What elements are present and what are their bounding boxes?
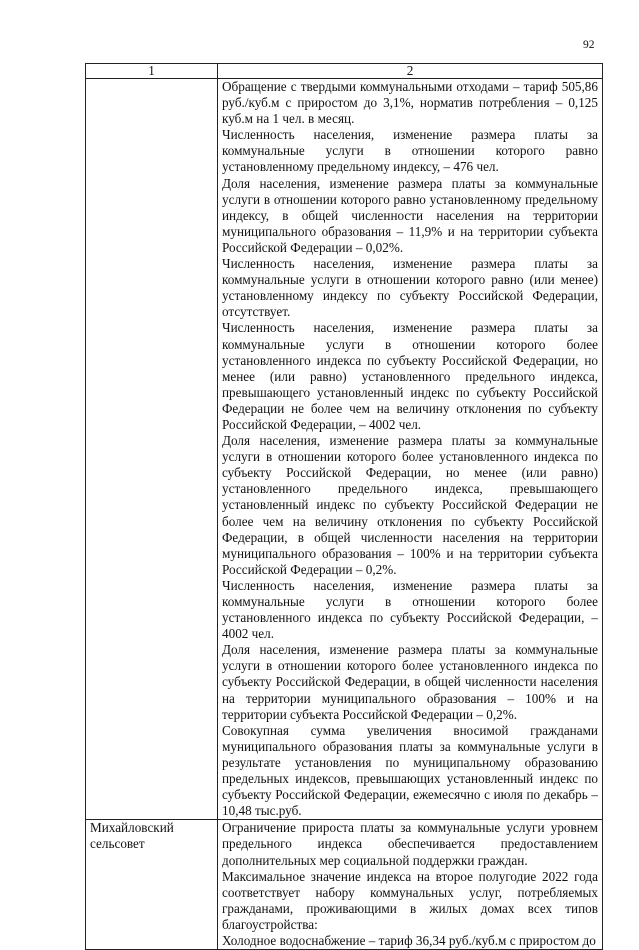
municipality-cell — [86, 820, 218, 950]
table-row — [86, 820, 603, 950]
paragraph: Численность населения, изменение размера платы за коммунальные услуги в отношении которого более установленного индекса по субъекту Российской Федерации, – 4002 чел. — [222, 577, 598, 642]
municipality-name-line: Михайловский — [90, 820, 174, 836]
paragraph: Доля населения, изменение размера платы за коммунальные услуги в отношении которого равно установленному предельному индексу, в общей численности населения на территории муниципального образования – 11,9% и на территории субъекта Российской Федерации – 0,02%. — [222, 175, 598, 255]
page-number: 92 — [583, 39, 595, 51]
column-header-2: 2 — [218, 64, 603, 79]
paragraph: Численность населения, изменение размера платы за коммунальные услуги в отношении которого равно (или менее) установленному индексу по субъекту Российской Федерации, отсутствует. — [222, 256, 598, 320]
paragraph: Холодное водоснабжение – тариф 36,34 руб./куб.м с приростом до — [222, 932, 596, 948]
paragraph: Численность населения, изменение размера платы за коммунальные услуги в отношении которого более установленного индекса по субъекту Российской Федерации, но менее (или равно) установленного предельного индекса, превышающего установленный индекс по субъекту Российской Федерации не более чем на величину отклонения по субъекту Российской Федерации, – 4002 чел. — [222, 320, 598, 432]
data-table — [85, 63, 603, 950]
table-row — [86, 79, 603, 820]
paragraph: Совокупная сумма увеличения вносимой гражданами муниципального образования платы за коммунальные услуги в результате установления по муниципальному образованию предельных индексов, превышающих установленный индекс по субъекту Российской Федерации, ежемесячно с июля по декабрь – 10,48 тыс.руб. — [222, 722, 598, 819]
column-header-1: 1 — [86, 64, 218, 79]
paragraph: Максимальное значение индекса на второе полугодие 2022 года соответствует набору коммунальных услуг, потребляемых гражданами, проживающими в жилых домах всех типов благоустройства: — [222, 868, 598, 932]
description-cell — [218, 820, 603, 950]
paragraph: Ограничение прироста платы за коммунальные услуги уровнем предельного индекса обеспечивается предоставлением дополнительных мер социальной поддержки граждан. — [222, 820, 598, 868]
municipality-cell — [86, 79, 218, 820]
paragraph: Численность населения, изменение размера платы за коммунальные услуги в отношении которого равно установленному предельному индексу, – 476 чел. — [222, 127, 598, 175]
description-cell — [218, 79, 603, 820]
paragraph: Доля населения, изменение размера платы за коммунальные услуги в отношении которого более установленного индекса по субъекту Российской Федерации, но менее (или равно) установленного предельного индекса, превышающего установленный индекс по субъекту Российской Федерации не более чем на величину отклонения по субъекту Российской Федерации, в общей численности населения на территории муниципального образования – 100% и на территории субъекта Российской Федерации – 0,2%. — [222, 433, 598, 577]
paragraph: Доля населения, изменение размера платы за коммунальные услуги в отношении которого более установленного индекса по субъекту Российской Федерации, в общей численности населения на территории муниципального образования – 100% и на территории субъекта Российской Федерации – 0,2%. — [222, 642, 598, 722]
paragraph: Обращение с твердыми коммунальными отходами – тариф 505,86 руб./куб.м с приростом до 3,1%, норматив потребления – 0,125 куб.м на 1 чел. в месяц. — [222, 79, 598, 127]
municipality-name-line: сельсовет — [90, 836, 145, 852]
table-header-row — [86, 64, 603, 79]
